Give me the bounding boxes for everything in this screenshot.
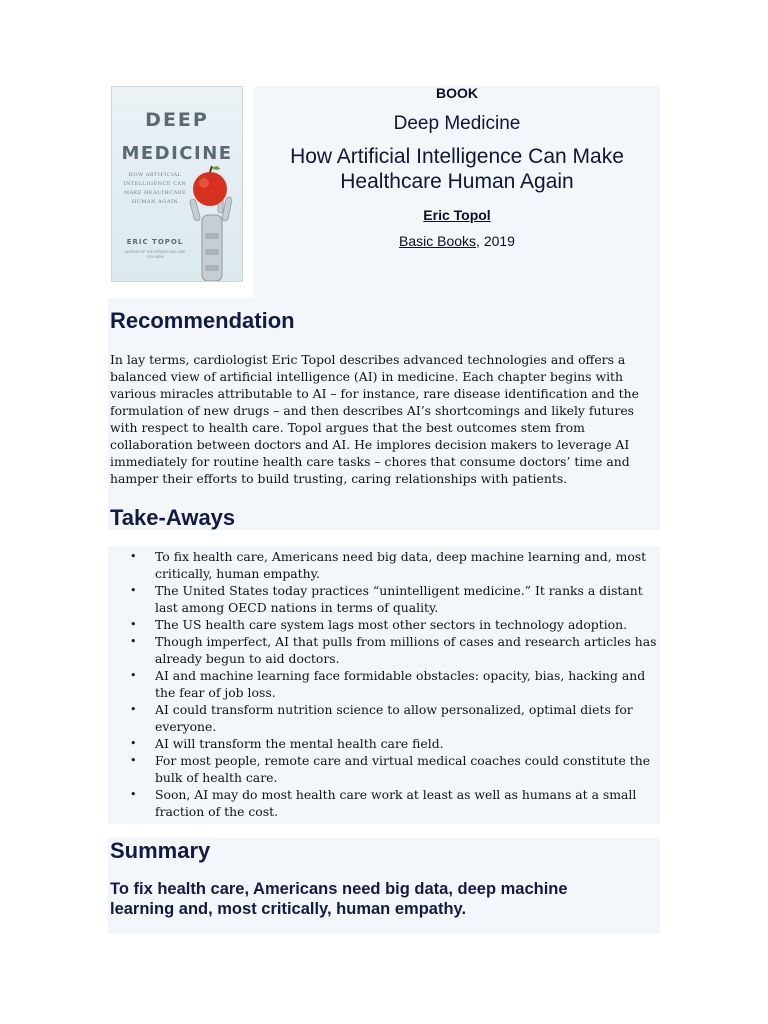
- book-cover[interactable]: [111, 86, 243, 282]
- publication-year: , 2019: [476, 233, 515, 249]
- list-item: [110, 582, 660, 616]
- takeaways-heading: Take-Aways: [110, 505, 236, 530]
- cover-tagline: HOW ARTIFICIAL INTELLIGENCE CAN MAKE HEALTHCARE HUMAN AGAIN: [123, 172, 187, 205]
- book-title: Deep Medicine: [393, 113, 521, 134]
- list-item: [110, 701, 660, 735]
- book-subtitle: How Artificial Intelligence Can Make Healthcare Human Again: [290, 145, 624, 193]
- bullet-icon: •: [130, 635, 137, 648]
- publisher-line: [254, 233, 660, 249]
- bullet-icon: •: [130, 618, 137, 631]
- list-item-text: To fix health care, Americans need big data, deep machine learning and, most critically, human empathy.: [155, 549, 647, 581]
- cover-blurb: AUTHOR OF THE PATIENT WILL SEE YOU NOW: [124, 250, 186, 259]
- list-item-text: AI and machine learning face formidable obstacles: opacity, bias, hacking and the fear of job loss.: [155, 668, 646, 700]
- publisher-link[interactable]: Basic Books: [399, 233, 477, 249]
- list-item: [110, 616, 660, 633]
- list-item-text: AI could transform nutrition science to allow personalized, optimal diets for everyone.: [155, 702, 633, 734]
- content-type-label: BOOK: [436, 85, 478, 101]
- bullet-icon: •: [130, 788, 137, 801]
- cover-title-line1: DEEP: [145, 109, 209, 131]
- bullet-icon: •: [130, 550, 137, 563]
- cover-author: ERIC TOPOL: [126, 238, 184, 246]
- bullet-icon: •: [130, 669, 137, 682]
- list-item-text: The United States today practices “unintelligent medicine.” It ranks a distant last among OECD nations in terms of quality.: [155, 583, 643, 615]
- list-item: [110, 735, 660, 752]
- list-item: [110, 548, 660, 582]
- summary-heading: Summary: [110, 838, 211, 863]
- list-item: [110, 633, 660, 667]
- author-link[interactable]: Eric Topol: [423, 207, 491, 223]
- summary-text: To fix health care, Americans need big data, deep machine learning and, most critically, human empathy.: [110, 880, 568, 918]
- cover-title-line2: MEDICINE: [121, 143, 233, 164]
- recommendation-text: In lay terms, cardiologist Eric Topol describes advanced technologies and offers a balanced view of artificial intelligence (AI) in medicine. Each chapter begins with various miracles attributable to AI – for instance, rare disease identification and the formulation of new drugs – and then describes AI’s shortcomings and likely futures with respect to health care. Topol argues that the best outcomes stem from collaboration between doctors and AI. He implores decision makers to leverage AI immediately for routine health care tasks – chores that consume doctors’ time and hamper their efforts to build trusting, caring relationships with patients.: [110, 352, 639, 486]
- list-item-text: The US health care system lags most other sectors in technology adoption.: [155, 617, 628, 632]
- list-item-text: For most people, remote care and virtual medical coaches could constitute the bulk of health care.: [155, 753, 651, 785]
- bullet-icon: •: [130, 737, 137, 750]
- list-item: [110, 752, 660, 786]
- takeaways-list: [110, 548, 660, 820]
- list-item: [110, 786, 660, 820]
- bullet-icon: •: [130, 703, 137, 716]
- recommendation-heading: Recommendation: [110, 308, 295, 333]
- bullet-icon: •: [130, 754, 137, 767]
- list-item-text: AI will transform the mental health care field.: [155, 736, 444, 751]
- list-item-text: Though imperfect, AI that pulls from millions of cases and research articles has already begun to aid doctors.: [155, 634, 657, 666]
- apple-robot-hand-illustration: [180, 163, 242, 281]
- list-item-text: Soon, AI may do most health care work at least as well as humans at a small fraction of the cost.: [155, 787, 637, 819]
- bullet-icon: •: [130, 584, 137, 597]
- list-item: [110, 667, 660, 701]
